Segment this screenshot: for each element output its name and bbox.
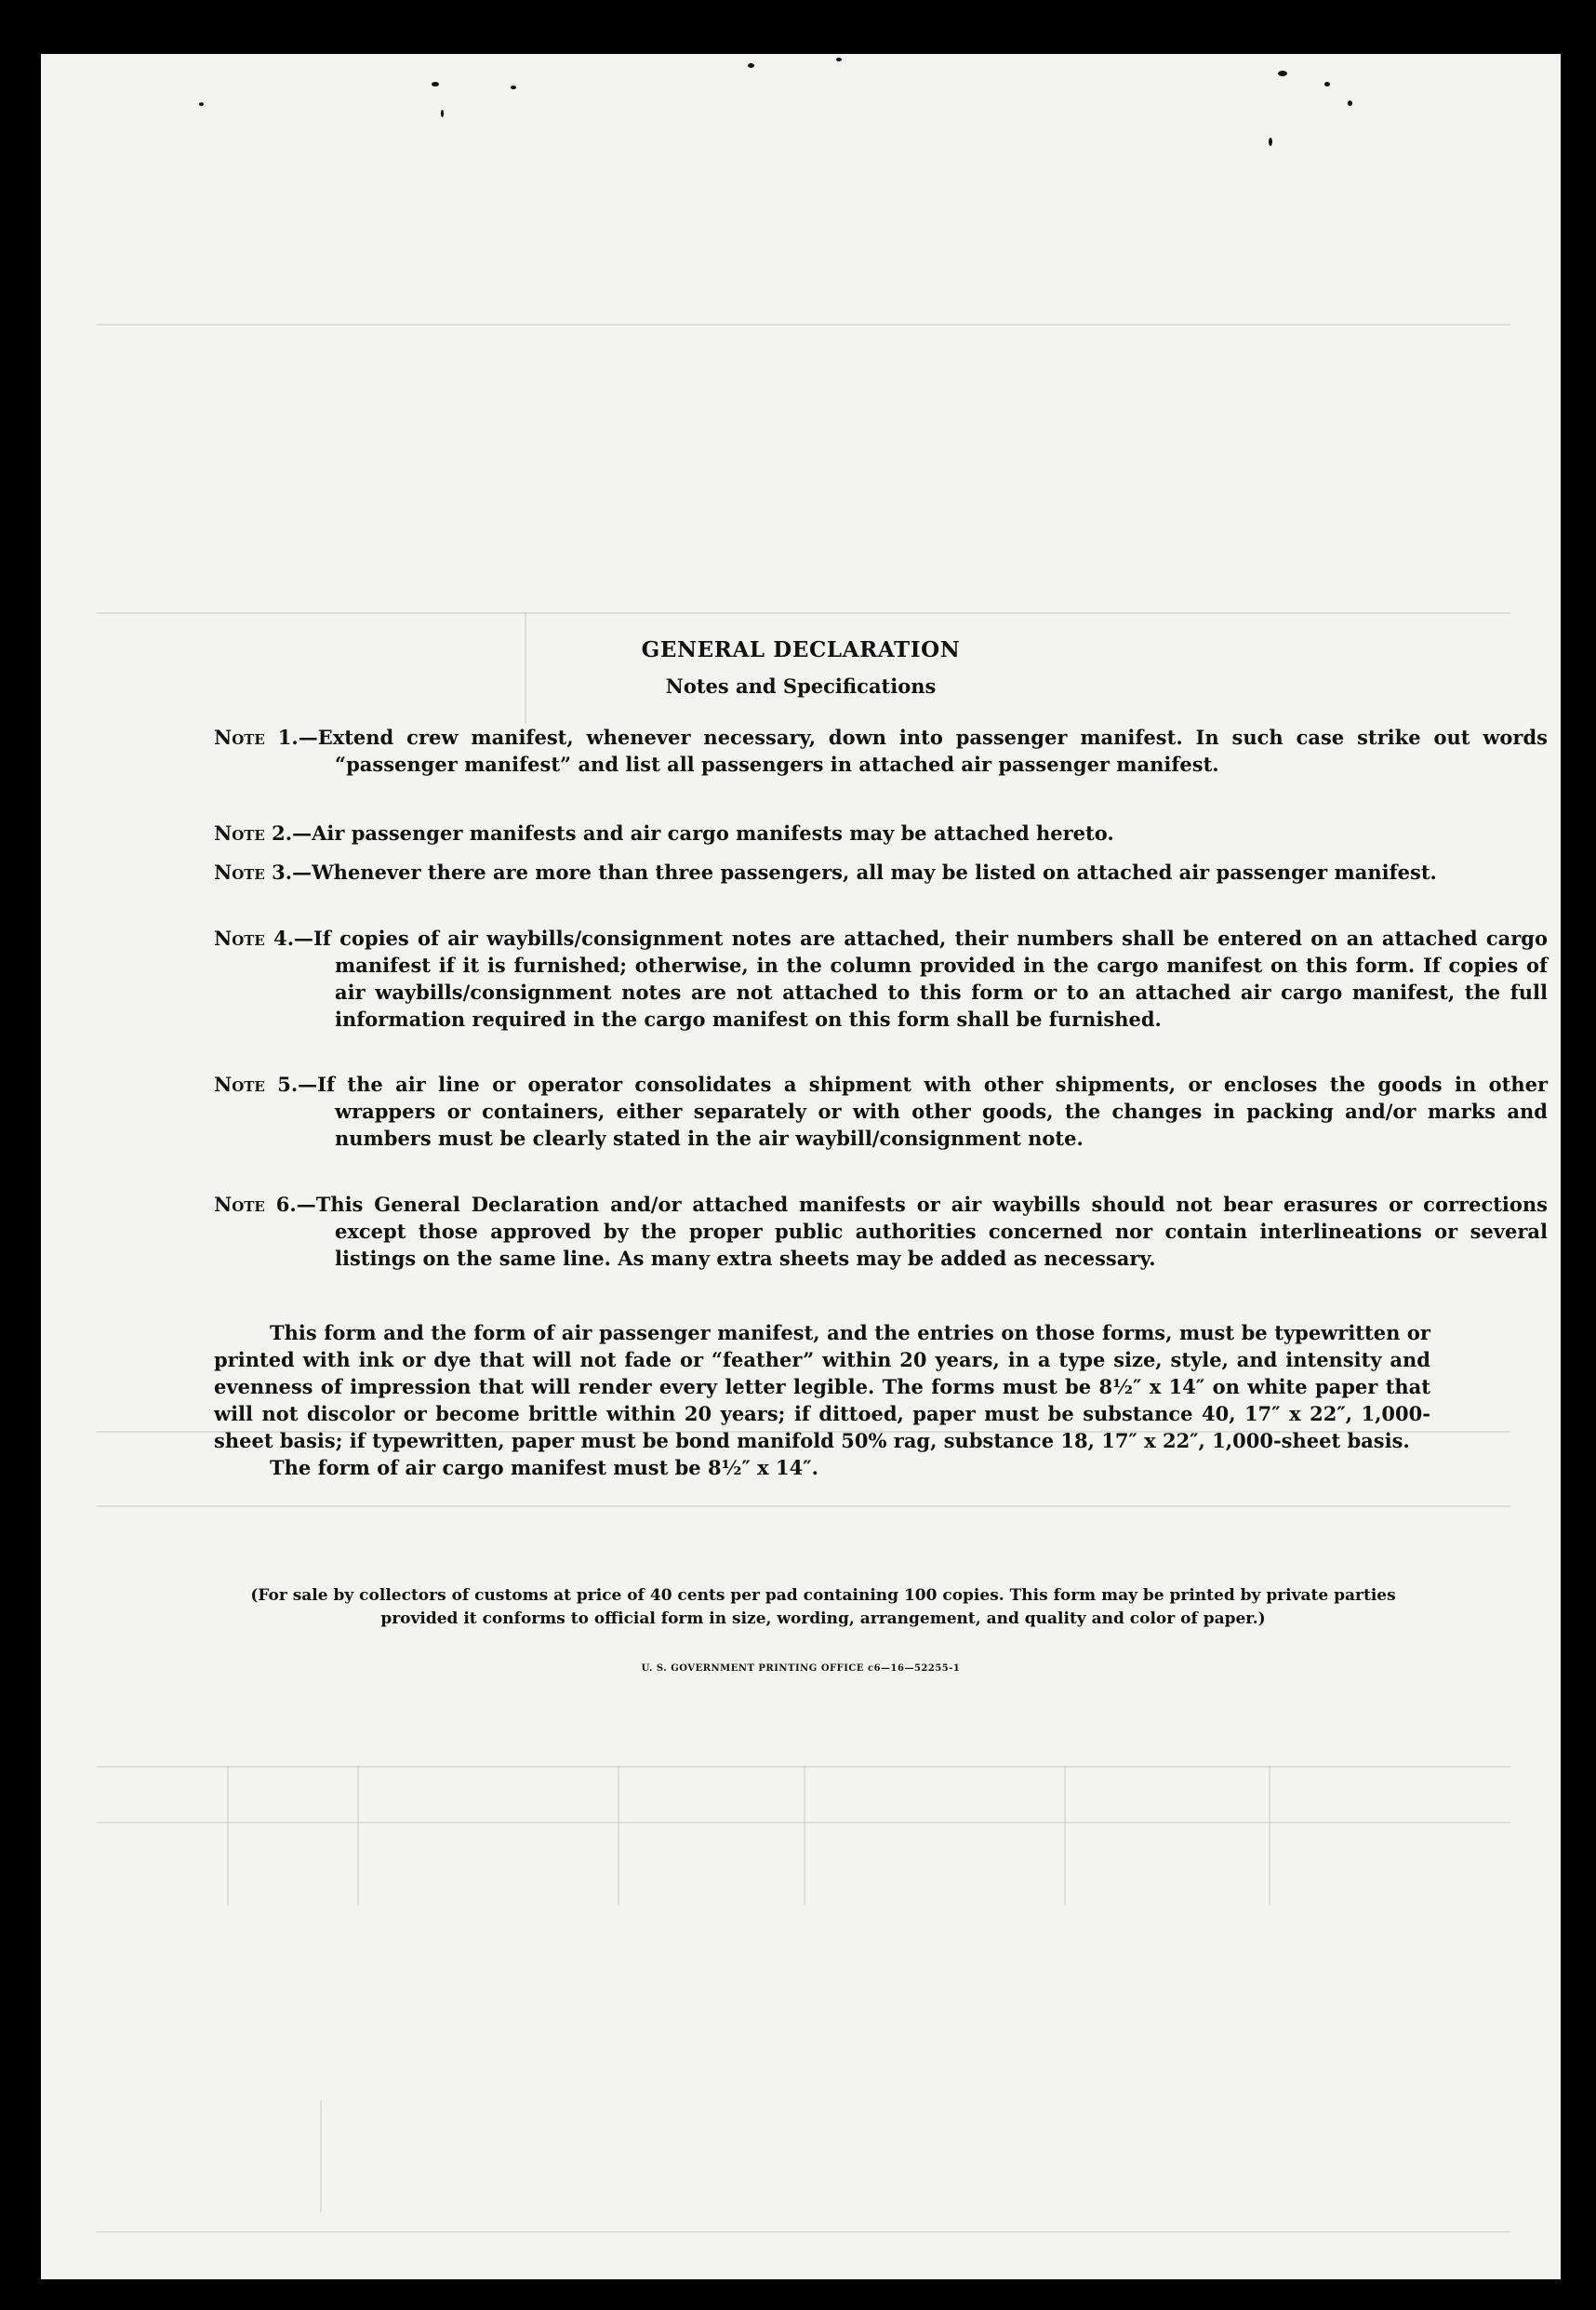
note-label: Note 3. bbox=[214, 861, 293, 884]
note-label: Note 2. bbox=[214, 821, 293, 845]
form-specification-paragraph: This form and the form of air passenger manifest, and the entries on those forms, must be typewritten or printed with ink or dye that will not fade or “feather” within 20 years, in a type size, style, and intensity and evenness of impression that will render every letter legible. The forms must be 8½″ x 14″ on white paper that will not discolor or become brittle within 20 years; if dittoed, paper must be substance 40, 17″ x 22″, 1,000-sheet basis; if typewritten, paper must be bond manifold 50% rag, substance 18, 17″ x 22″, 1,000-sheet basis. bbox=[214, 1321, 1430, 1452]
note-3: Note 3.—Whenever there are more than three passengers, all may be listed on attached air passenger manifest. bbox=[214, 861, 1437, 884]
note-text: If copies of air waybills/consignment notes are attached, their numbers shall be entered on an attached cargo manifest if it is furnished; otherwise, in the column provided in the cargo manifest on this form. If copies of air waybills/consignment notes are not attached to this form or to an attached air cargo manifest, the full information required in the cargo manifest on this form shall be furnished. bbox=[313, 927, 1548, 1031]
note-text: If the air line or operator consolidates a shipment with other shipments, or encloses the goods in other wrappers or containers, either separately or with other goods, the changes in packing and/or marks and numbers must be clearly stated in the air waybill/consignment note. bbox=[317, 1073, 1549, 1150]
note-label: Note 6. bbox=[214, 1193, 297, 1216]
note-label: Note 5. bbox=[214, 1073, 299, 1096]
note-label: Note 4. bbox=[214, 927, 295, 950]
document-sheet bbox=[41, 54, 1561, 2279]
note-text: Air passenger manifests and air cargo manifests may be attached hereto. bbox=[312, 821, 1114, 845]
note-2: Note 2.—Air passenger manifests and air cargo manifests may be attached hereto. bbox=[214, 821, 1114, 845]
note-label: Note 1. bbox=[214, 726, 299, 749]
notes-page bbox=[41, 54, 1561, 2279]
note-5: Note 5.—If the air line or operator consolidates a shipment with other shipments, or encloses the goods in other wrappers or containers, either separately or with other goods, the changes in packing and/or marks and numbers must be clearly stated in the air waybill/consignment note. bbox=[214, 1073, 1549, 1150]
note-text: This General Declaration and/or attached manifests or air waybills should not bear erasures or corrections except those approved by the proper public authorities concerned nor contain interlineations or several listings on the same line. As many extra sheets may be added as necessary. bbox=[315, 1193, 1549, 1270]
note-text: Whenever there are more than three passengers, all may be listed on attached air passenger manifest. bbox=[312, 861, 1437, 884]
note-4: Note 4.—If copies of air waybills/consignment notes are attached, their numbers shall be entered on an attached cargo manifest if it is furnished; otherwise, in the column provided in the cargo manifest on this form. If copies of air waybills/consignment notes are not attached to this form or to an attached air cargo manifest, the full information required in the cargo manifest on this form shall be furnished. bbox=[214, 927, 1548, 1031]
page-subtitle: Notes and Specifications bbox=[665, 674, 937, 698]
cargo-manifest-paragraph: The form of air cargo manifest must be 8½″ x 14″. bbox=[270, 1456, 818, 1479]
page-title: GENERAL DECLARATION bbox=[641, 637, 961, 662]
printer-imprint: U. S. GOVERNMENT PRINTING OFFICE c6—16—52255-1 bbox=[641, 1663, 961, 1674]
note-6: Note 6.—This General Declaration and/or attached manifests or air waybills should not bear erasures or corrections except those approved by the proper public authorities concerned nor contain interlineations or several listings on the same line. As many extra sheets may be added as necessary. bbox=[214, 1193, 1549, 1270]
note-1: Note 1.—Extend crew manifest, whenever necessary, down into passenger manifest. In such case strike out words “passenger manifest” and list all passengers in attached air passenger manifest. bbox=[214, 726, 1548, 776]
note-text: Extend crew manifest, whenever necessary, down into passenger manifest. In such case strike out words “passenger manifest” and list all passengers in attached air passenger manifest. bbox=[317, 726, 1548, 776]
sale-notice: (For sale by collectors of customs at price of 40 cents per pad containing 100 copies. This form may be printed by private parties provided it conforms to official form in size, wording, arrangement, and quality and color of paper.) bbox=[250, 1586, 1396, 1628]
